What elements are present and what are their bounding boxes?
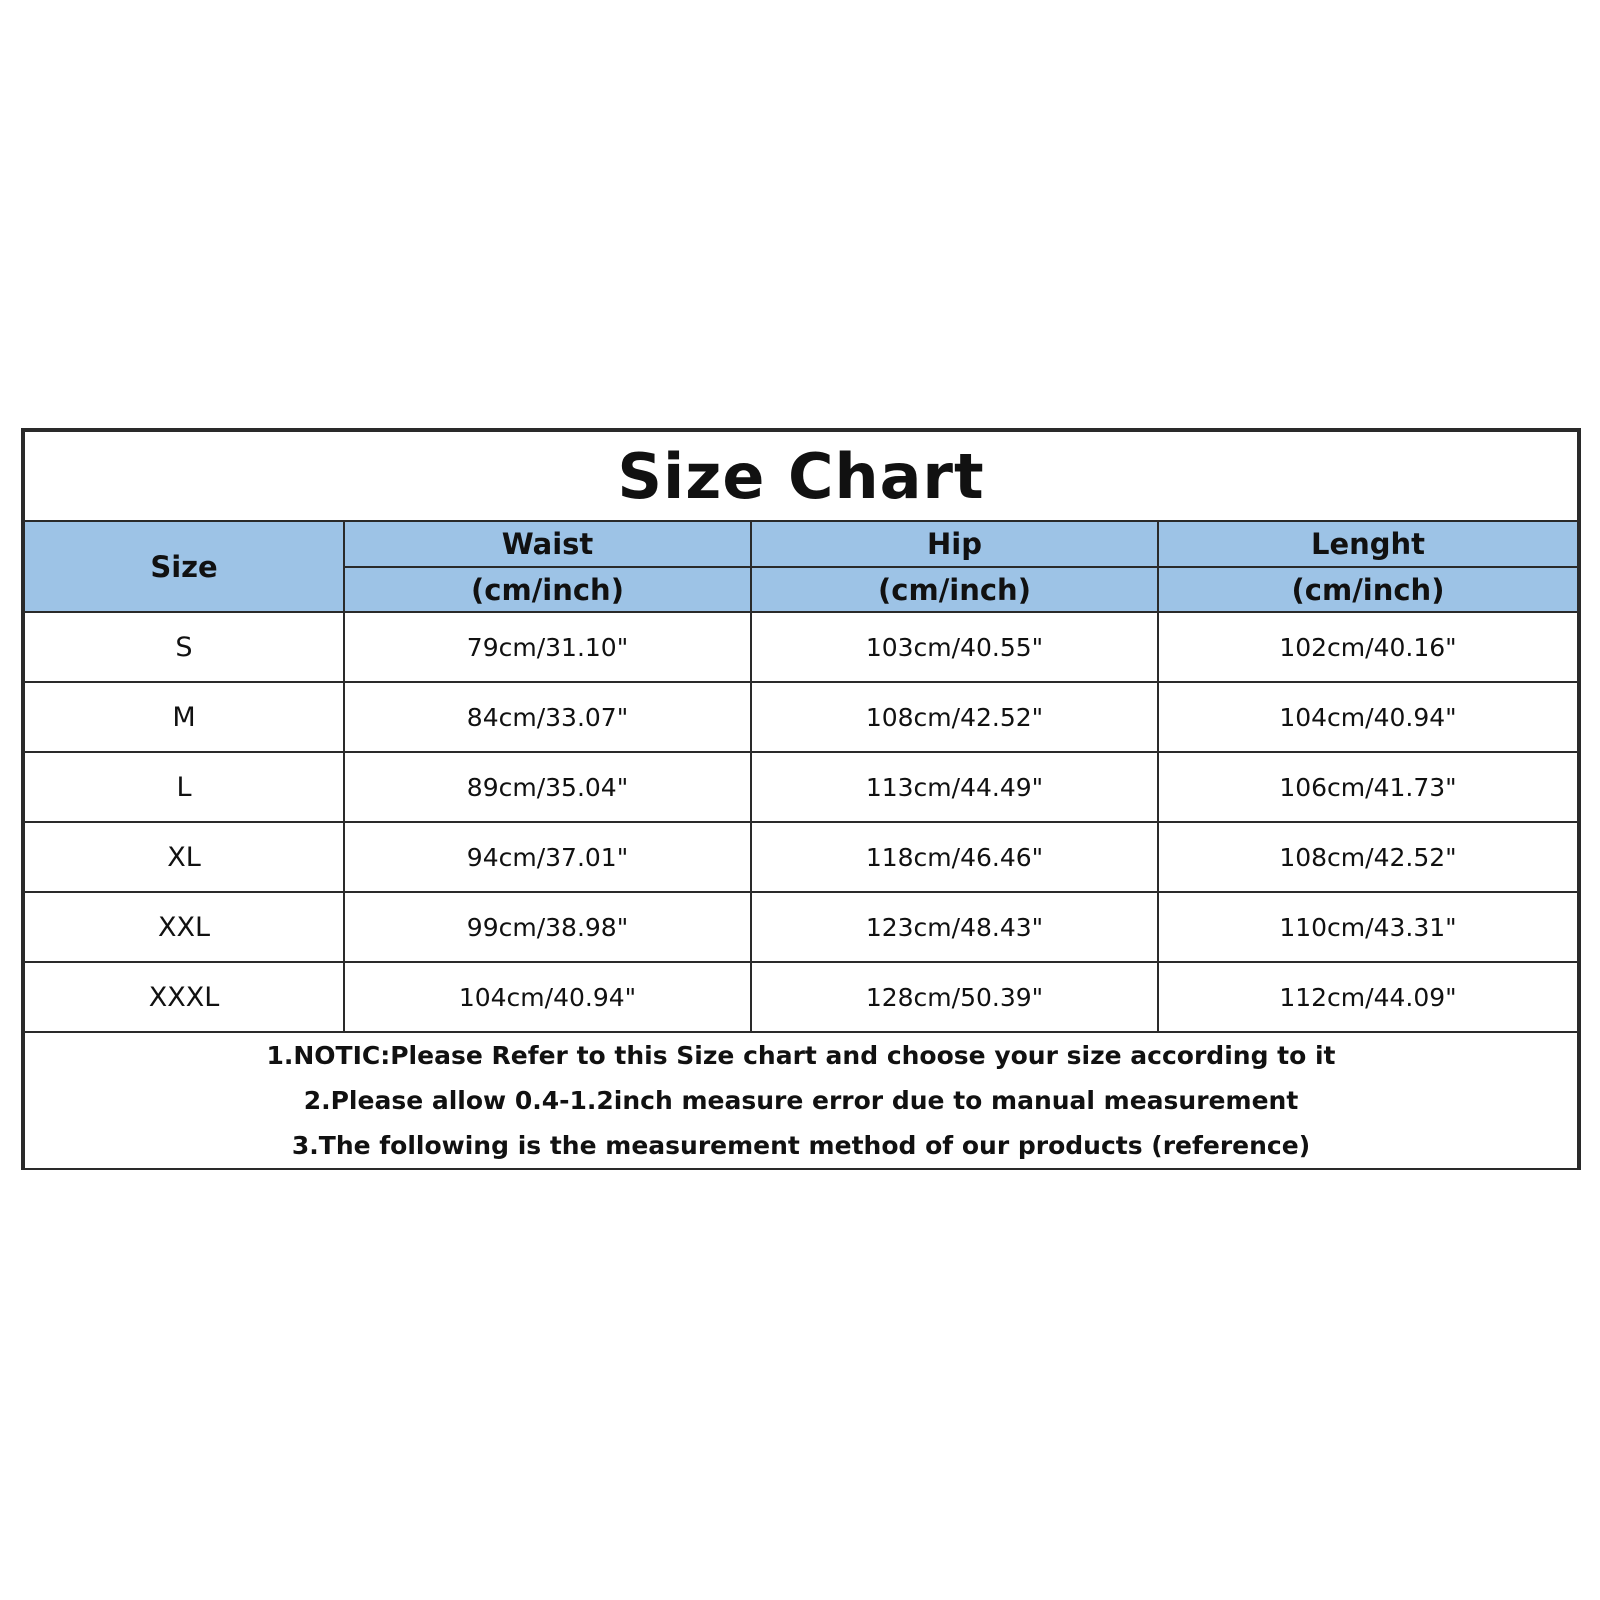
length-cell: 104cm/40.94" bbox=[1158, 682, 1578, 752]
hip-cell: 108cm/42.52" bbox=[751, 682, 1158, 752]
hip-cell: 113cm/44.49" bbox=[751, 752, 1158, 822]
header-hip-unit: (cm/inch) bbox=[751, 567, 1158, 612]
note-line: 1.NOTIC:Please Refer to this Size chart and choose your size according to it bbox=[266, 1041, 1336, 1070]
hip-cell: 103cm/40.55" bbox=[751, 612, 1158, 682]
waist-cell: 84cm/33.07" bbox=[344, 682, 751, 752]
header-hip: Hip bbox=[751, 521, 1158, 567]
length-cell: 110cm/43.31" bbox=[1158, 892, 1578, 962]
size-cell: XL bbox=[24, 822, 344, 892]
size-cell: M bbox=[24, 682, 344, 752]
header-waist-unit: (cm/inch) bbox=[344, 567, 751, 612]
waist-cell: 94cm/37.01" bbox=[344, 822, 751, 892]
hip-cell: 118cm/46.46" bbox=[751, 822, 1158, 892]
size-cell: L bbox=[24, 752, 344, 822]
chart-title: Size Chart bbox=[24, 431, 1578, 521]
length-cell: 102cm/40.16" bbox=[1158, 612, 1578, 682]
size-cell: S bbox=[24, 612, 344, 682]
header-length: Lenght bbox=[1158, 521, 1578, 567]
table-row bbox=[24, 682, 1578, 752]
waist-cell: 99cm/38.98" bbox=[344, 892, 751, 962]
size-table bbox=[23, 430, 1579, 1170]
size-chart bbox=[21, 428, 1581, 1170]
note-line: 3.The following is the measurement method of our products (reference) bbox=[291, 1131, 1311, 1160]
header-waist: Waist bbox=[344, 521, 751, 567]
size-cell: XXXL bbox=[24, 962, 344, 1032]
header-length-unit: (cm/inch) bbox=[1158, 567, 1578, 612]
title-row bbox=[24, 431, 1578, 521]
note-line: 2.Please allow 0.4-1.2inch measure error due to manual measurement bbox=[303, 1086, 1299, 1115]
waist-cell: 89cm/35.04" bbox=[344, 752, 751, 822]
table-row bbox=[24, 822, 1578, 892]
hip-cell: 128cm/50.39" bbox=[751, 962, 1158, 1032]
header-row bbox=[24, 521, 1578, 567]
hip-cell: 123cm/48.43" bbox=[751, 892, 1158, 962]
waist-cell: 104cm/40.94" bbox=[344, 962, 751, 1032]
table-row bbox=[24, 612, 1578, 682]
notes-cell bbox=[24, 1032, 1578, 1169]
header-size: Size bbox=[24, 521, 344, 612]
table-row bbox=[24, 892, 1578, 962]
size-cell: XXL bbox=[24, 892, 344, 962]
notes-row bbox=[24, 1032, 1578, 1169]
length-cell: 108cm/42.52" bbox=[1158, 822, 1578, 892]
waist-cell: 79cm/31.10" bbox=[344, 612, 751, 682]
table-row bbox=[24, 962, 1578, 1032]
length-cell: 112cm/44.09" bbox=[1158, 962, 1578, 1032]
table-row bbox=[24, 752, 1578, 822]
length-cell: 106cm/41.73" bbox=[1158, 752, 1578, 822]
